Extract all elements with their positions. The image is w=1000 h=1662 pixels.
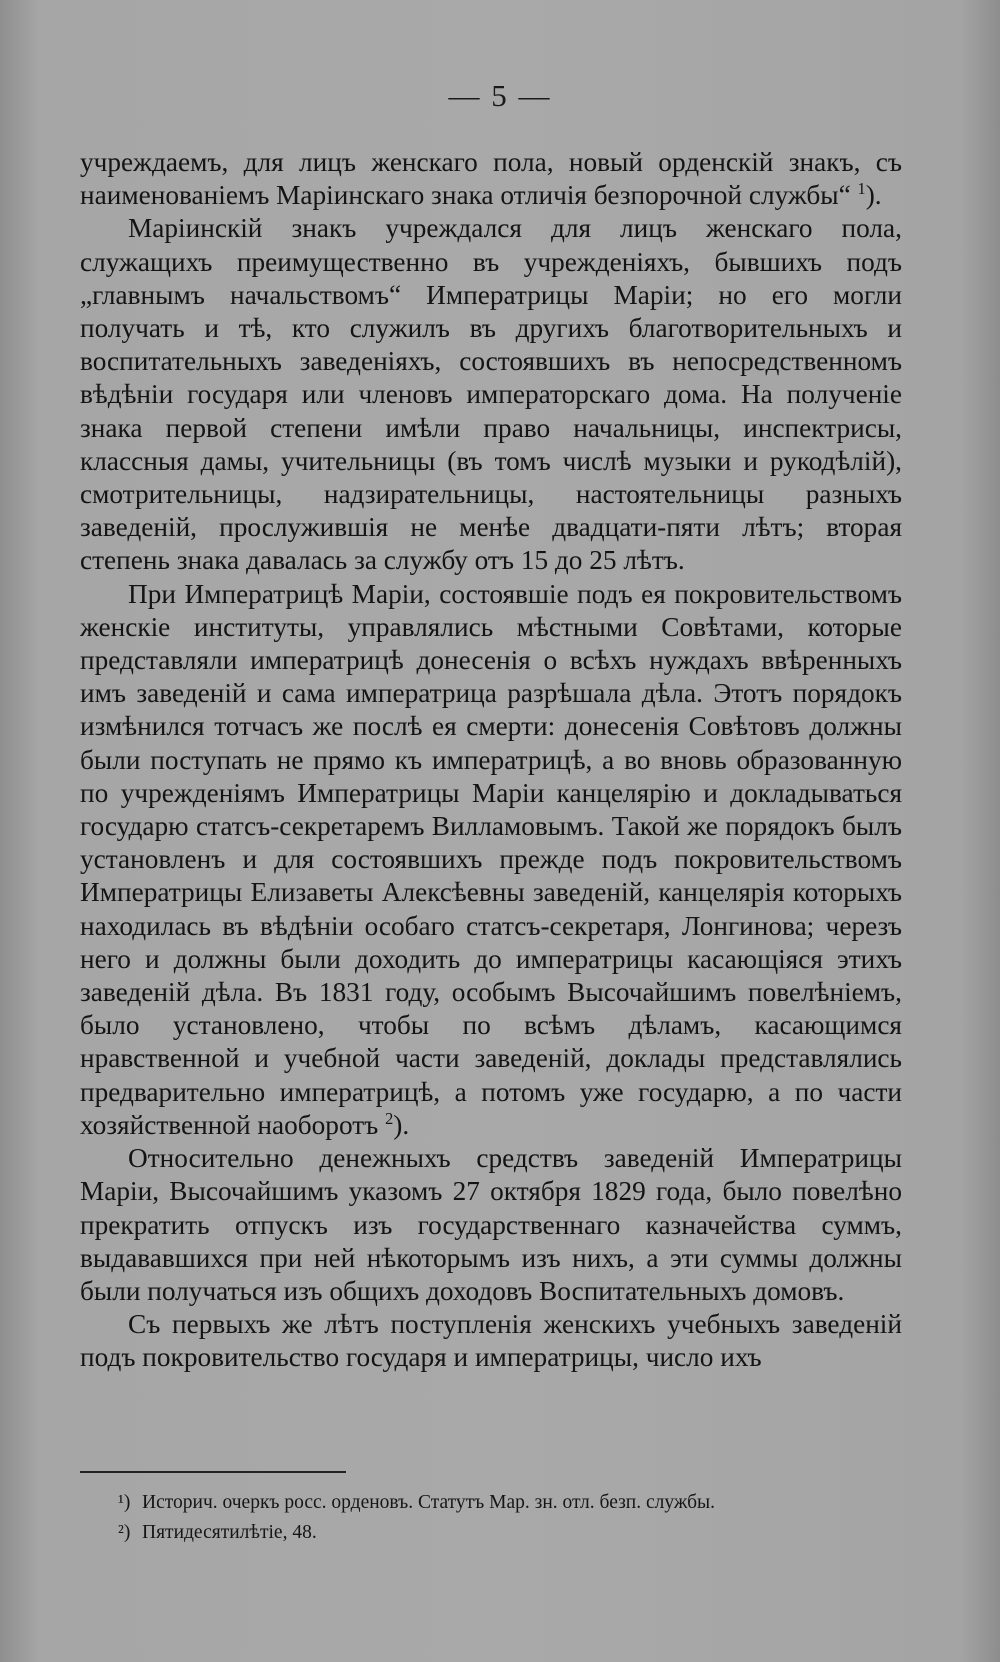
footnote-mark: ²) [118, 1522, 131, 1543]
paragraph-5: Съ первыхъ же лѣтъ поступленія женскихъ учебныхъ заведеній подъ покровительство государя и императрицы, число ихъ [80, 1309, 902, 1373]
paragraph-3: При Императрицѣ Маріи, состоявшіе подъ ея покровительствомъ женскіе институты, управлялись мѣстными Совѣтами, которые представляли императрицѣ донесенія о всѣхъ нуждахъ ввѣренныхъ имъ заведеній и сама императрица разрѣшала дѣла. Этотъ порядокъ измѣнился тотчасъ же послѣ ея смерти: донесенія Совѣтовъ должны были поступать не прямо къ императрицѣ, а во вновь образованную по учрежденіямъ Императрицы Маріи канцелярію и докладываться государю статсъ-секретаремъ Вилламовымъ. Такой же порядокъ былъ установленъ и для состоявшихъ прежде подъ покровительствомъ Императрицы Елизаветы Алексѣевны заведеній, канцелярія которыхъ находилась въ вѣдѣніи особаго статсъ-секретаря, Лонгинова; черезъ него и должны были доходить до императрицы касающіяся этихъ заведеній дѣла. Въ 1831 году, особымъ Высочайшимъ повелѣніемъ, было установлено, чтобы по всѣмъ дѣламъ, касающимся нравственной и учебной части заведеній, доклады представлялись предварительно императрицѣ, а потомъ уже государю, а по части хозяйственной наоборотъ $^2$). [80, 578, 902, 1140]
footnote-1 [118, 1488, 898, 1518]
footnote-ref-2[interactable]: 2 [385, 1108, 394, 1128]
paragraph-4: Относительно денежныхъ средствъ заведеній Императрицы Маріи, Высочайшимъ указомъ 27 октября 1829 года, было повелѣно прекратить отпускъ изъ государственнаго казначейства суммъ, выдававшихся при ней нѣкоторымъ изъ нихъ, а эти суммы должны были получаться изъ общихъ доходовъ Воспитательныхъ домовъ. [80, 1143, 902, 1306]
page-number: — 5 — [448, 78, 552, 113]
footnote-2 [118, 1518, 898, 1548]
paragraph-1: учреждаемъ, для лицъ женскаго пола, новый орденскій знакъ, съ наименованіемъ Маріинскаго знака отличія безпорочной службы“ $^1$). [80, 147, 902, 211]
footnotes [118, 1488, 898, 1548]
footnote-ref-1[interactable]: 1 [857, 179, 866, 199]
paragraph-2: Маріинскій знакъ учреждался для лицъ женскаго пола, служащихъ преимущественно въ учрежденіяхъ, бывшихъ подъ „главнымъ начальствомъ“ Императрицы Маріи; но его могли получать и тѣ, кто служилъ въ другихъ благотворительныхъ и воспитательныхъ заведеніяхъ, состоявшихъ въ непосредственномъ вѣдѣніи государя или членовъ императорскаго дома. На полученіе знака первой степени имѣли право начальницы, инспектрисы, классныя дамы, учительницы (въ томъ числѣ музыки и рукодѣлій), смотрительницы, надзирательницы, настоятельницы разныхъ заведеній, прослужившія не менѣе двадцати-пяти лѣтъ; вторая степень знака давалась за службу отъ 15 до 25 лѣтъ. [80, 213, 902, 576]
footnote-text: Историч. очеркъ росс. орденовъ. Статутъ Мар. зн. отл. безп. службы. [142, 1492, 715, 1513]
footnote-text: Пятидесятилѣтіе, 48. [142, 1522, 317, 1543]
footnote-divider [80, 1471, 346, 1473]
footnote-mark: ¹) [118, 1492, 131, 1513]
body-text [80, 146, 902, 1375]
